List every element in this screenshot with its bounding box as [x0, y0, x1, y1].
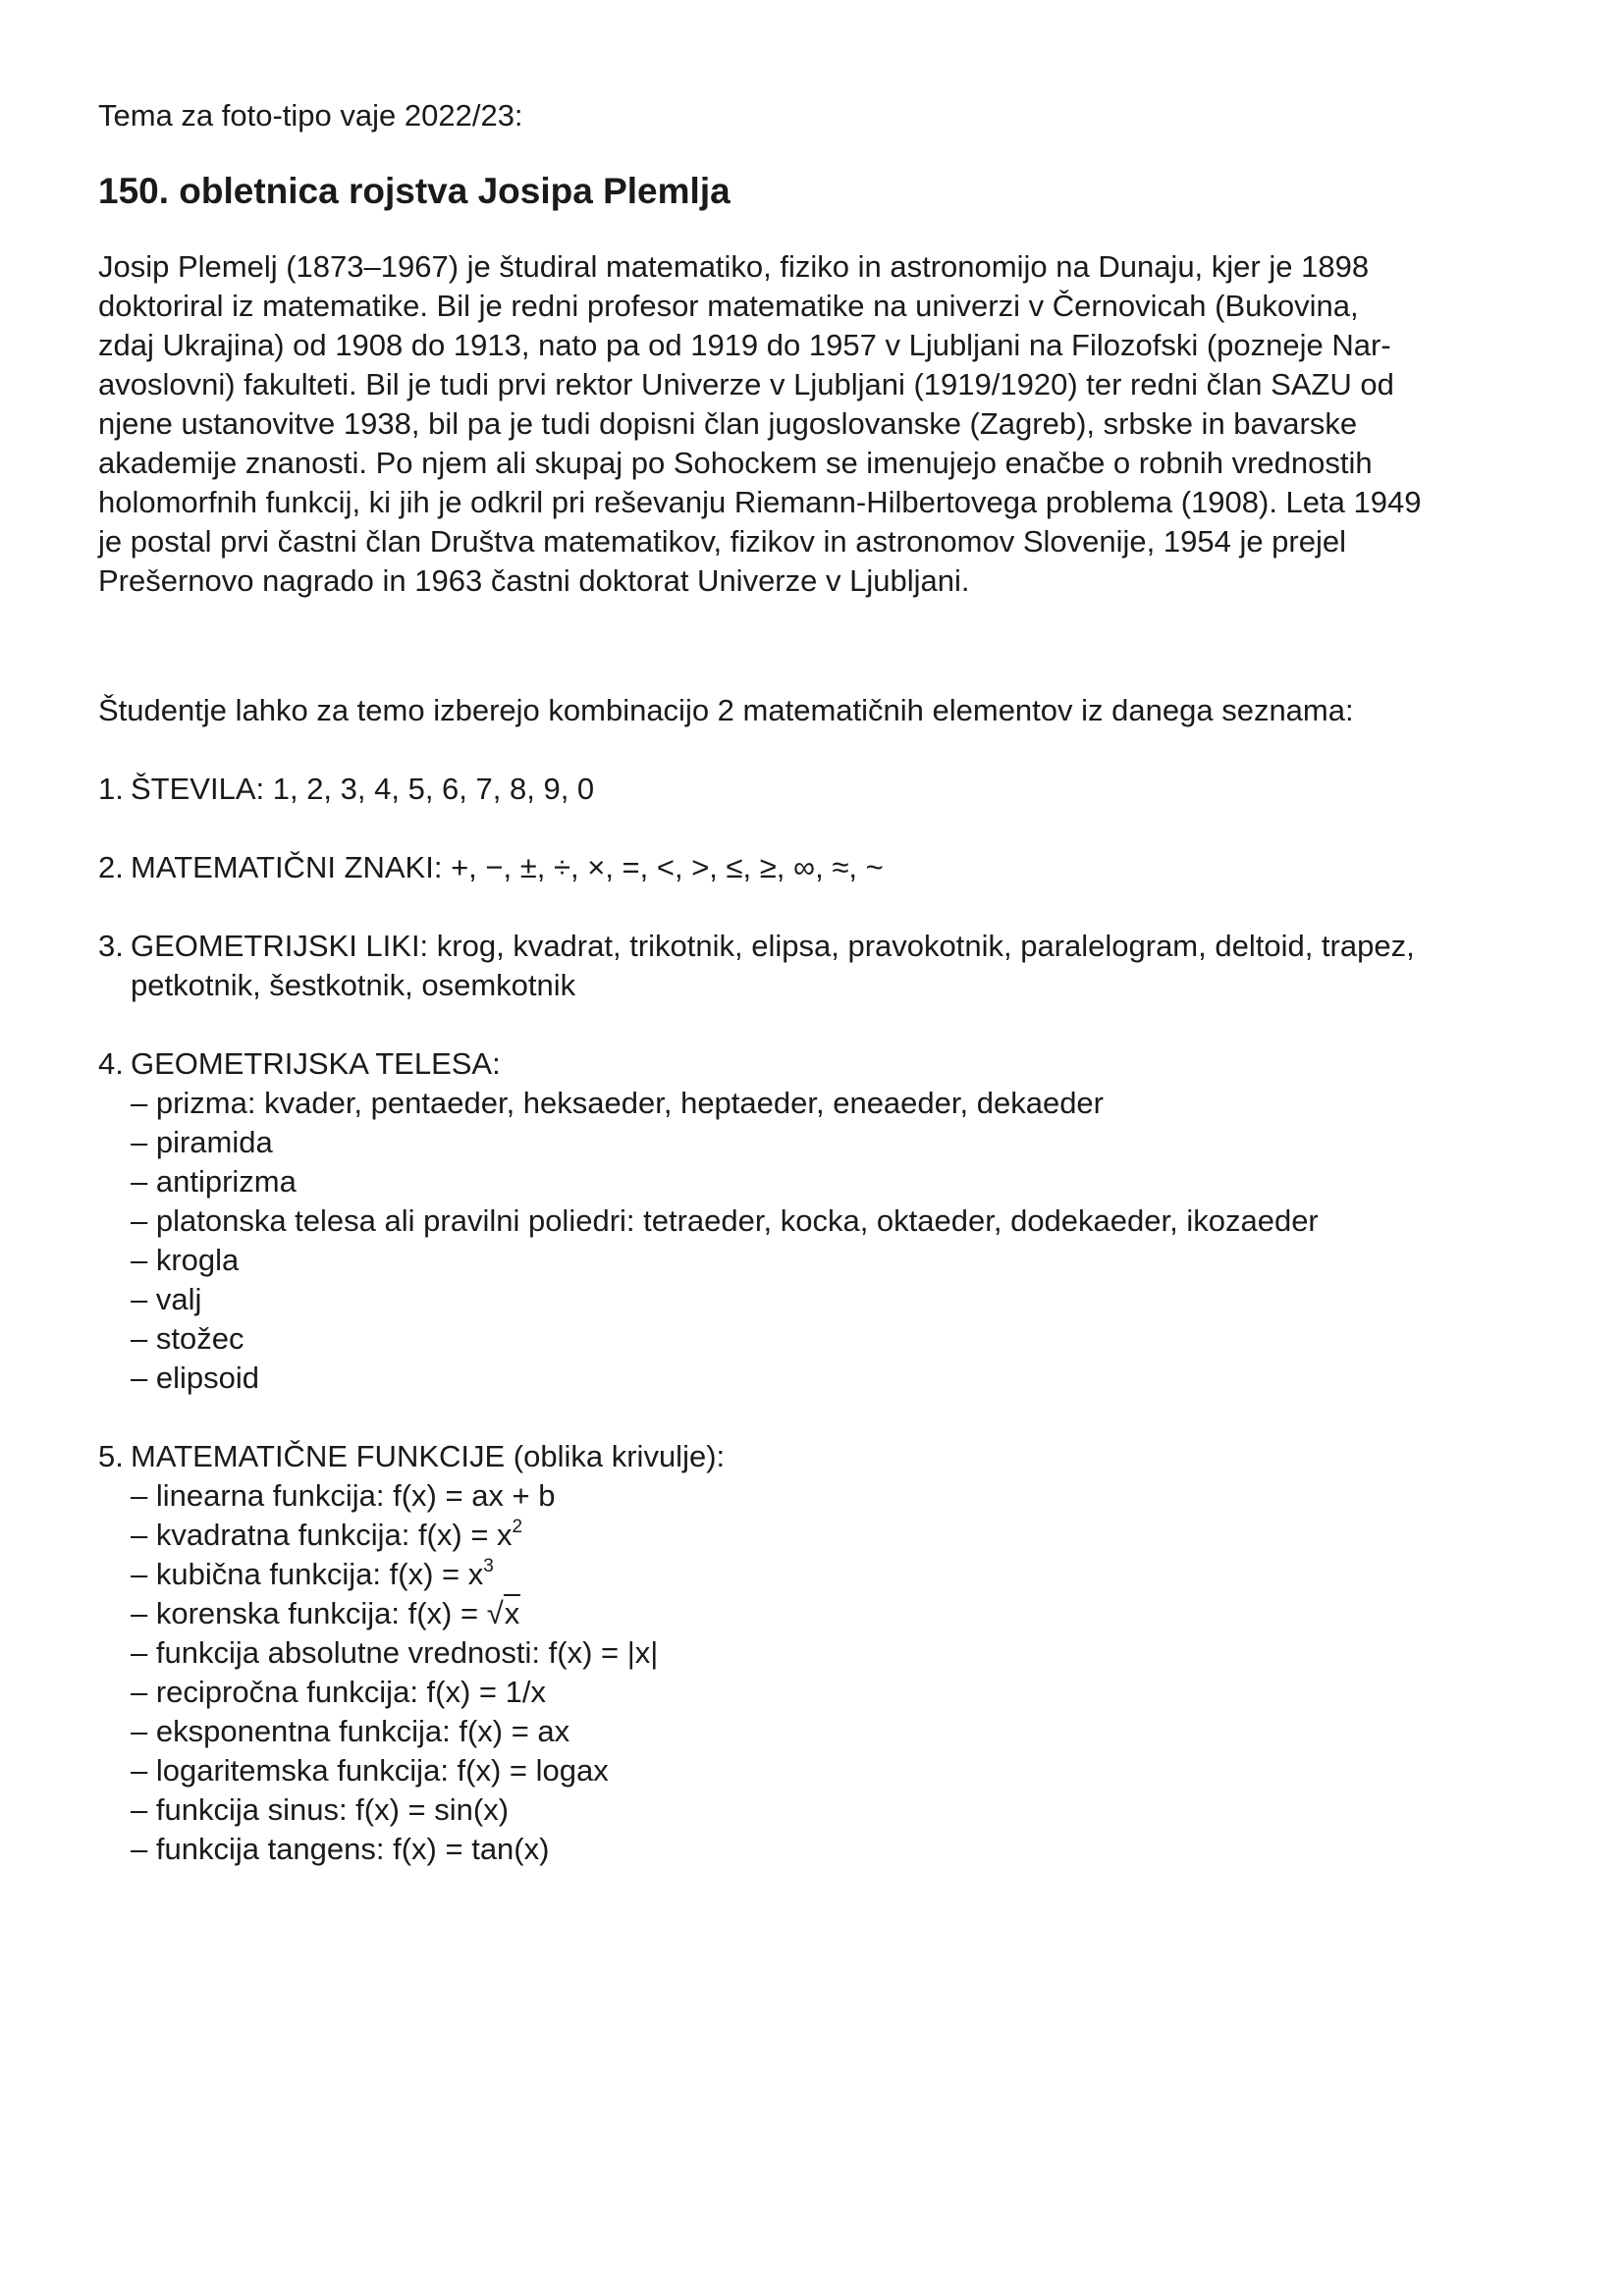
solid-entry: – prizma: kvader, pentaeder, heksaeder, heptaeder, eneaeder, dekaeder: [131, 1086, 1105, 1120]
list-item-solids: [98, 1044, 1542, 1398]
solid-entry: – platonska telesa ali pravilni poliedri: tetraeder, kocka, oktaeder, dodekaeder, ikozaeder: [131, 1203, 1319, 1238]
function-logarithmic: – logaritemska funkcija: f(x) = logax: [131, 1753, 609, 1788]
item-number: 4.: [98, 1046, 124, 1081]
bio-line: avoslovni) fakulteti. Bil je tudi prvi rektor Univerze v Ljubljani (1919/1920) ter redni član SAZU od: [98, 367, 1394, 401]
item-line: GEOMETRIJSKA TELESA:: [131, 1046, 501, 1081]
function-root-text: – korenska funkcija: f(x) =: [131, 1596, 487, 1630]
solid-entry: – piramida: [131, 1125, 273, 1159]
item-line: MATEMATIČNI ZNAKI: +, −, ±, ÷, ×, =, <, >, ≤, ≥, ∞, ≈, ~: [131, 850, 884, 884]
function-quadratic: [131, 1516, 1542, 1555]
item-line: ŠTEVILA: 1, 2, 3, 4, 5, 6, 7, 8, 9, 0: [131, 772, 595, 806]
function-cubic: [131, 1555, 1542, 1594]
biography-paragraph: [98, 247, 1542, 601]
list-item-shapes: [98, 927, 1542, 1005]
solid-entry: – krogla: [131, 1243, 240, 1277]
bio-line: doktoriral iz matematike. Bil je redni profesor matematike na univerzi v Černovicah (Bukovina,: [98, 289, 1359, 323]
square-root-icon: √x: [486, 1596, 520, 1630]
bio-line: Josip Plemelj (1873–1967) je študiral matematiko, fiziko in astronomijo na Dunaju, kjer je 1898: [98, 249, 1370, 284]
item-line: MATEMATIČNE FUNKCIJE (oblika krivulje):: [131, 1439, 726, 1473]
item-line: petkotnik, šestkotnik, osemkotnik: [131, 968, 576, 1002]
item-number: 2.: [98, 850, 124, 884]
list-item-signs: [98, 848, 1542, 887]
item-number: 5.: [98, 1439, 124, 1473]
document-page: [98, 96, 1542, 1869]
document-label: Tema za foto-tipo vaje 2022/23:: [98, 98, 523, 133]
solid-entry: – antiprizma: [131, 1164, 297, 1199]
item-line: GEOMETRIJSKI LIKI: krog, kvadrat, trikotnik, elipsa, pravokotnik, paralelogram, deltoid, trapez,: [131, 929, 1415, 963]
function-sine: – funkcija sinus: f(x) = sin(x): [131, 1792, 510, 1827]
item-number: 1.: [98, 772, 124, 806]
bio-line: akademije znanosti. Po njem ali skupaj po Sohockem se imenujejo enačbe o robnih vrednostih: [98, 446, 1373, 480]
document-title: 150. obletnica rojstva Josipa Plemlja: [98, 171, 731, 211]
function-absolute: – funkcija absolutne vrednosti: f(x) = |x|: [131, 1635, 659, 1670]
bio-line: holomorfnih funkcij, ki jih je odkril pri reševanju Riemann-Hilbertovega problema (1908). Leta 1949: [98, 485, 1422, 519]
function-cubic-text: – kubična funkcija: f(x) = x: [131, 1557, 484, 1591]
item-number: 3.: [98, 929, 124, 963]
exponent-3: 3: [483, 1556, 494, 1576]
solid-entry: – stožec: [131, 1321, 244, 1356]
solid-entry: – elipsoid: [131, 1361, 259, 1395]
function-linear: – linearna funkcija: f(x) = ax + b: [131, 1478, 556, 1513]
bio-line: Prešernovo nagrado in 1963 častni doktorat Univerze v Ljubljani.: [98, 563, 970, 598]
function-quadratic-text: – kvadratna funkcija: f(x) = x: [131, 1518, 513, 1552]
element-list: [98, 770, 1542, 1869]
selection-intro: Študentje lahko za temo izberejo kombinacijo 2 matematičnih elementov iz danega seznama:: [98, 693, 1354, 727]
radicand: x: [504, 1596, 520, 1630]
list-item-functions: [98, 1437, 1542, 1869]
function-root: [131, 1594, 1542, 1633]
function-reciprocal: – recipročna funkcija: f(x) = 1/x: [131, 1675, 546, 1709]
bio-line: njene ustanovitve 1938, bil pa je tudi dopisni član jugoslovanske (Zagreb), srbske in bavarske: [98, 406, 1358, 441]
solid-entry: – valj: [131, 1282, 202, 1316]
function-tangent: – funkcija tangens: f(x) = tan(x): [131, 1832, 550, 1866]
bio-line: zdaj Ukrajina) od 1908 do 1913, nato pa od 1919 do 1957 v Ljubljani na Filozofski (pozneje Nar-: [98, 328, 1391, 362]
bio-line: je postal prvi častni član Društva matematikov, fizikov in astronomov Slovenije, 1954 je prejel: [98, 524, 1346, 559]
function-exponential: – eksponentna funkcija: f(x) = ax: [131, 1714, 570, 1748]
list-item-numbers: [98, 770, 1542, 809]
exponent-2: 2: [512, 1517, 523, 1537]
